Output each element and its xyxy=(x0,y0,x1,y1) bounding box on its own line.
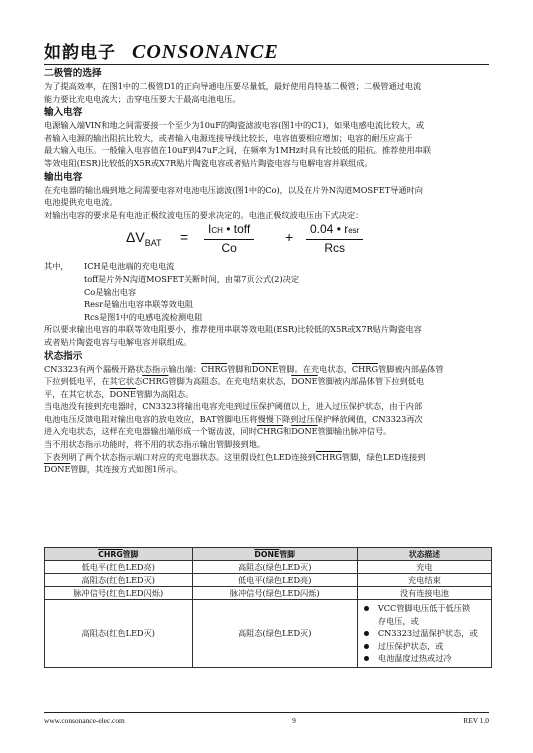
main-content xyxy=(44,66,492,476)
output-cap-line-1: 在充电器的输出端到地之间需要电容对电池电压滤波(图1中的Co)，以及在片外N沟道MOSFET导通时向 xyxy=(44,184,423,195)
list-item xyxy=(362,602,487,615)
fraction-1-num-subscript: CH xyxy=(211,226,223,236)
brand-chinese-name: 如韵电子 xyxy=(44,43,116,63)
chrg-pin-name: CHRG xyxy=(142,376,169,387)
table-row xyxy=(45,574,492,587)
status-text: 管脚为高阻态。在充电结束状态， xyxy=(168,376,292,387)
section-title-diode: 二极管的选择 xyxy=(44,68,102,79)
status-p2-line-3 xyxy=(44,425,492,438)
formula-lhs xyxy=(126,231,162,249)
section-title-output-cap: 输出电容 xyxy=(44,171,83,183)
fraction-2-denominator: Rcs xyxy=(324,240,346,255)
fraction-2-num-main: 0.04 • r xyxy=(310,222,349,237)
table-cell: 脉冲信号(红色LED闪烁) xyxy=(45,587,193,600)
status-text: CN3323有两个漏极开路状态指示输出端： xyxy=(44,363,202,374)
table-header-done xyxy=(192,548,357,561)
fraction-1-numerator xyxy=(204,223,254,240)
status-text: 进入充电状态，这样在充电器输出端形成一个锯齿波，同时 xyxy=(44,426,257,437)
table-row xyxy=(45,587,492,600)
status-p4-line-2 xyxy=(44,463,492,476)
header-done-pin: DONE xyxy=(254,549,280,559)
bullet-icon xyxy=(364,631,369,636)
table-header-status: 状态描述 xyxy=(357,548,491,561)
status-text: 管脚和 xyxy=(227,363,252,374)
page-number: 9 xyxy=(292,716,296,725)
table-header-chrg xyxy=(45,548,193,561)
page-header xyxy=(44,38,279,64)
table-row xyxy=(45,600,492,668)
list-item xyxy=(362,627,487,640)
table-cell: 低电平(红色LED亮) xyxy=(45,561,193,574)
status-text: 管脚，绿色LED连接到 xyxy=(341,451,426,462)
status-text: 管脚，其连接方式如图1所示。 xyxy=(70,464,183,475)
list-item-text: CN3323过温保护状态，或 xyxy=(377,628,478,639)
status-p2-line-2: 电池电压反馈电阻对输出电容的放电效应，BAT管脚电压将慢慢下降到过压保护释放阈值，CN3323再次 xyxy=(44,413,423,424)
definition-rcs: Rcs是图1中的电感电流检测电阻 xyxy=(84,311,203,322)
table-cell: 脉冲信号(绿色LED闪烁) xyxy=(192,587,357,600)
list-item xyxy=(362,652,487,665)
diode-line-2: 能力要比充电电流大；击穿电压要大于最高电池电压。 xyxy=(44,93,241,104)
fraction-2-num-subscript: esr xyxy=(348,226,360,236)
done-pin-name: DONE xyxy=(291,426,318,437)
footer-rule xyxy=(44,712,489,713)
list-item xyxy=(362,640,487,653)
fraction-1-num-main: I xyxy=(208,222,212,237)
formula-fraction-1 xyxy=(204,223,254,254)
output-cap-tail-1: 所以要求输出电容的串联等效电阻要小，推荐使用串联等效电阻(ESR)比较低的X5R或X7R贴片陶瓷电容 xyxy=(44,324,422,335)
status-table xyxy=(44,547,492,668)
fraction-1-denominator: Co xyxy=(221,240,237,255)
input-cap-line-3: 最大输入电压。一般输入电容值在10uF到47uF之间，在频率为1MHz时具有比较低的阻抗。推荐使用串联 xyxy=(44,145,432,156)
status-text: 管脚被内部晶体管 xyxy=(378,363,444,374)
done-pin-name: DONE xyxy=(109,388,136,399)
chrg-pin-name: CHRG xyxy=(201,363,228,374)
table-cell: 充电 xyxy=(357,561,491,574)
ripple-voltage-formula xyxy=(44,223,492,257)
formula-definitions xyxy=(44,260,492,323)
revision-label: REV 1.0 xyxy=(463,716,489,725)
formula-fraction-2 xyxy=(306,223,363,254)
formula-lhs-subscript: BAT xyxy=(144,238,162,249)
output-cap-line-2: 电池提供充电电流。 xyxy=(44,197,118,208)
output-cap-tail-2: 或者贴片陶瓷电容与电解电容并联组成。 xyxy=(44,336,192,347)
chrg-pin-name: CHRG xyxy=(315,451,342,462)
header-pin-suffix: 管脚 xyxy=(279,549,295,559)
definition-toff: toff是片外N沟道MOSFET关断时间，由第7页公式(2)决定 xyxy=(84,273,300,284)
status-text: 管脚输出脉冲信号。 xyxy=(317,426,392,437)
header-rule xyxy=(44,64,489,65)
table-cell: 高阻态(绿色LED灭) xyxy=(192,600,357,668)
status-text: 管脚。在充电状态， xyxy=(278,363,352,374)
definition-resr: Resr是输出电容串联等效电阻 xyxy=(84,299,194,310)
diode-line-1: 为了提高效率，在图1中的二极管D1的正向导通电压要尽量低，最好使用肖特基二极管；二极管通过电流 xyxy=(44,81,422,91)
section-title-status: 状态指示 xyxy=(44,350,83,362)
brand-logo-text: CONSONANCE xyxy=(132,41,279,63)
table-row xyxy=(45,561,492,574)
list-item-text: 存电压，或 xyxy=(377,615,419,626)
status-text: 管脚为高阻态。 xyxy=(135,388,194,399)
bullet-icon xyxy=(364,644,369,649)
chrg-pin-name: CHRG xyxy=(256,426,284,437)
page-footer xyxy=(44,716,489,725)
input-cap-line-1: 电源输入端VIN和地之间需要接一个至少为10uF的陶瓷滤波电容(图1中的C1)，如果电感电流比较大，或 xyxy=(44,120,425,131)
fraction-2-numerator xyxy=(306,223,363,240)
footer-website: www.consonance-elec.com xyxy=(44,716,125,725)
status-p1-line-3 xyxy=(44,388,492,401)
status-p2-line-1: 当电池没有接到充电器时，CN3323将输出电容充电到过压保护阈值以上，进入过压保护状态，由于内部 xyxy=(44,401,423,412)
fraction-1-num-rest: • toff xyxy=(222,222,251,237)
table-cell: 低电平(绿色LED亮) xyxy=(192,574,357,587)
list-item-text: 过压保护状态，或 xyxy=(377,640,444,651)
status-text: 平，在其它状态， xyxy=(44,388,110,399)
status-p1-line-2 xyxy=(44,375,492,388)
bullet-icon xyxy=(364,656,369,661)
section-title-input-cap: 输入电容 xyxy=(44,107,83,119)
done-pin-name: DONE xyxy=(251,363,279,374)
status-text: 下表列明了两个状态指示端口对应的充电器状态。这里假设红色LED连接到 xyxy=(44,451,316,462)
done-pin-name: DONE xyxy=(291,376,318,387)
table-header-row xyxy=(45,548,492,561)
chrg-pin-name: CHRG xyxy=(351,363,379,374)
bullet-icon xyxy=(364,606,369,611)
status-p4-line-1 xyxy=(44,451,492,464)
formula-lhs-symbol: ΔV xyxy=(126,229,145,246)
formula-equals: = xyxy=(180,229,189,246)
list-item xyxy=(362,615,487,628)
table-cell: 高阻态(绿色LED灭) xyxy=(192,561,357,574)
status-p1-line-1 xyxy=(44,363,492,376)
header-pin-suffix: 管脚 xyxy=(122,549,139,559)
table-cell: 没有连接电池 xyxy=(357,587,491,600)
list-item-text: 电池温度过热或过冷 xyxy=(377,653,452,664)
table-cell: 高阻态(红色LED灭) xyxy=(45,574,193,587)
done-pin-name: DONE xyxy=(44,464,71,475)
definition-co: Co是输出电容 xyxy=(84,286,137,297)
status-text: 下拉到低电平，在其它状态 xyxy=(44,376,143,387)
status-p3: 当不用状态指示功能时，将不用的状态指示输出管脚接到地。 xyxy=(44,439,266,450)
header-chrg-pin: CHRG xyxy=(98,549,123,559)
status-text: 和 xyxy=(283,426,292,437)
output-cap-line-3: 对输出电容的要求是有电池正极纹波电压的要求决定的。电池正极纹波电压由下式决定： xyxy=(44,209,364,220)
definition-ich: ICH是电池端的充电电流 xyxy=(84,261,175,272)
input-cap-line-2: 者输入电源的输出阻抗比较大，或者输入电源连接导线比较长，电容值要相应增加；电容的耐压应高于 xyxy=(44,132,413,143)
status-text: 管脚被内部晶体管下拉到低电 xyxy=(317,376,425,387)
list-item-text: VCC管脚电压低于低压锁 xyxy=(377,603,471,613)
definitions-label: 其中， xyxy=(44,261,69,272)
table-cell-fault-list xyxy=(357,600,491,668)
table-cell: 充电结束 xyxy=(357,574,491,587)
table-cell: 高阻态(红色LED灭) xyxy=(45,600,193,668)
formula-plus: + xyxy=(285,229,294,246)
fault-conditions-list xyxy=(362,602,487,665)
definition-row-1 xyxy=(44,260,492,273)
input-cap-line-4: 等效电阻(ESR)比较低的X5R或X7R贴片陶瓷电容或者贴片陶瓷电容与电解电容并联组成。 xyxy=(44,157,373,168)
